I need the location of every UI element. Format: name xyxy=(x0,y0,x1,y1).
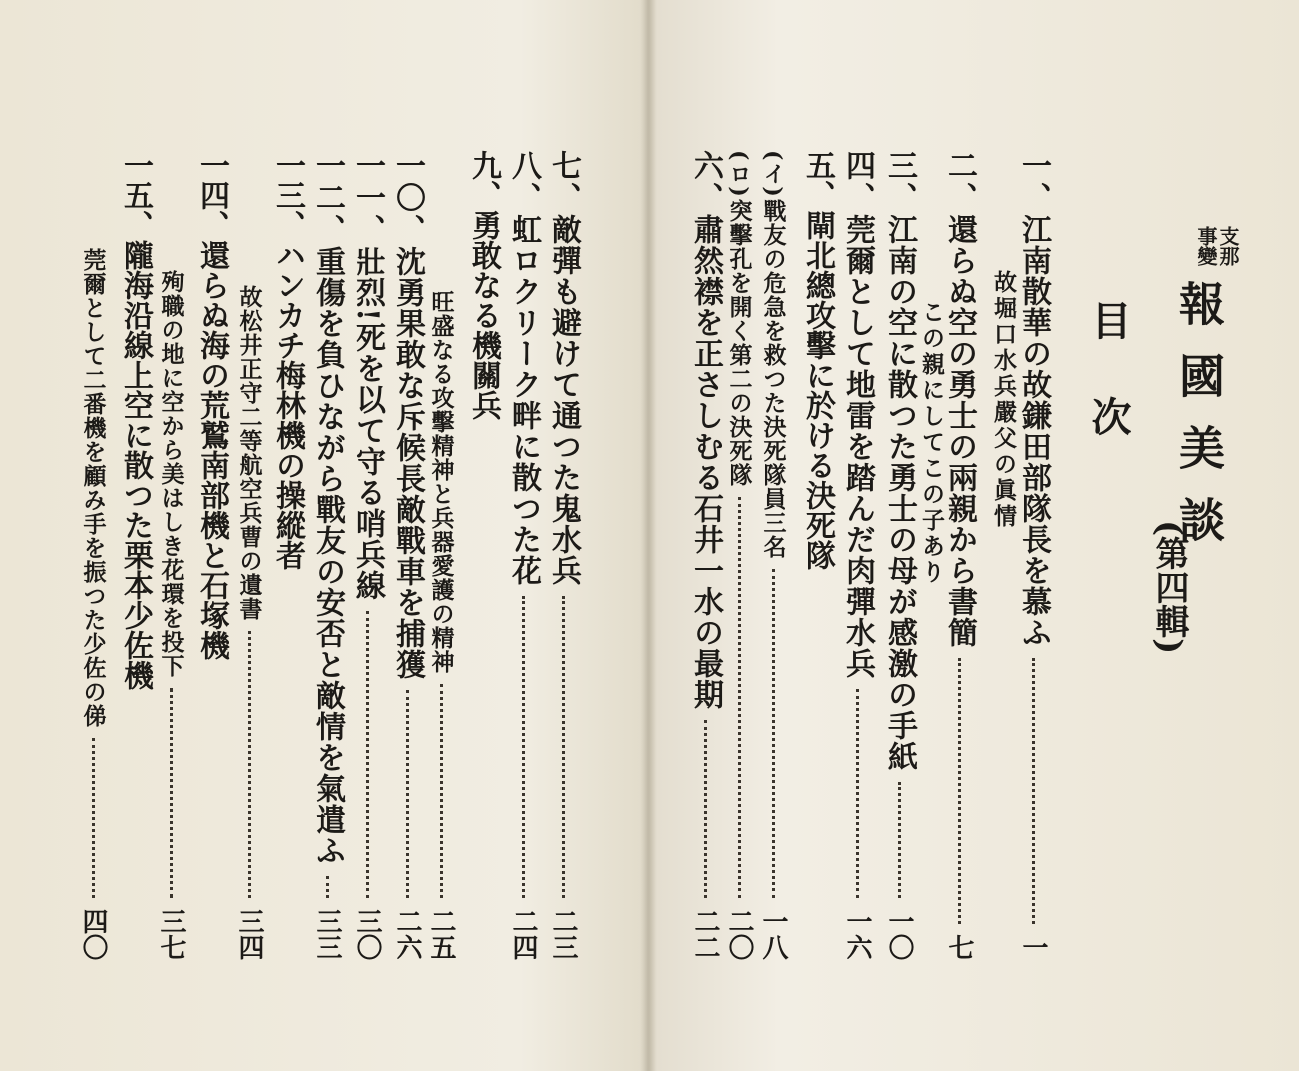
dot-leader xyxy=(562,596,565,898)
dot-leader xyxy=(738,497,741,898)
toc-entry-9[interactable] xyxy=(466,150,501,420)
toc-entry-7[interactable] xyxy=(546,150,581,960)
entry-title: 隴海沿線上空に散つた栗本少佐機 xyxy=(118,240,153,690)
dot-leader xyxy=(248,631,251,898)
entry-page: 三四 xyxy=(234,908,264,960)
toc-subtitle-9[interactable] xyxy=(428,290,454,960)
entry-title: 勇敢なる機關兵 xyxy=(466,210,501,420)
toc-entry-8[interactable] xyxy=(506,150,541,960)
entry-page: 四〇 xyxy=(78,908,108,960)
entry-title: 敵彈も避けて通つた鬼水兵 xyxy=(546,214,581,586)
toc-entry-15[interactable] xyxy=(118,150,153,690)
entry-number: 一〇、 xyxy=(390,150,425,246)
toc-entry-2[interactable] xyxy=(942,150,977,960)
dot-leader xyxy=(522,596,525,898)
dot-leader xyxy=(856,689,859,898)
entry-number: 八、 xyxy=(506,150,541,214)
entry-title: 故松井正守二等航空兵曹の遺書 xyxy=(235,285,263,621)
entry-title: 沈勇果敢な斥候長敵戰車を捕獲 xyxy=(390,246,425,680)
entry-page: 一六 xyxy=(842,908,872,960)
entry-number: 一、 xyxy=(1016,150,1051,214)
entry-page: 二三 xyxy=(548,908,578,960)
entry-number: 三、 xyxy=(882,150,917,214)
entry-page: 三七 xyxy=(156,908,186,960)
entry-number: 五、 xyxy=(800,150,835,210)
toc-entry-5a[interactable] xyxy=(760,150,786,960)
dot-leader xyxy=(704,720,707,898)
series-line-1: 支那 xyxy=(1216,226,1240,266)
entry-page: 二二 xyxy=(690,908,720,960)
entry-title: 江南の空に散つた勇士の母が感激の手紙 xyxy=(882,214,917,772)
toc-entry-4[interactable] xyxy=(840,150,875,960)
entry-title: 江南散華の故鎌田部隊長を慕ふ xyxy=(1016,214,1051,648)
dot-leader xyxy=(898,782,901,898)
dot-leader xyxy=(406,690,409,898)
entry-number: 一三、 xyxy=(270,150,305,240)
entry-page: 一八 xyxy=(758,908,788,960)
entry-title: 突擊孔を開く第二の決死隊 xyxy=(725,198,753,487)
toc-entry-6[interactable] xyxy=(688,150,723,960)
dot-leader xyxy=(92,738,95,898)
entry-number: 四、 xyxy=(840,150,875,214)
entry-title: 還らぬ空の勇士の兩親から書簡 xyxy=(942,214,977,648)
toc-subtitle-1: 故堀口水兵嚴父の眞情 xyxy=(990,270,1017,530)
toc-entry-14[interactable] xyxy=(194,150,229,660)
entry-title: 壯烈!死を以て守る哨兵線 xyxy=(350,246,385,602)
toc-entry-5[interactable] xyxy=(800,150,835,570)
entry-title: 戰友の危急を救つた決死隊員三名 xyxy=(759,198,787,559)
entry-page: 三三 xyxy=(312,908,342,960)
entry-title: 虹ロクリーク畔に散つた花 xyxy=(506,214,541,586)
entry-page: 七 xyxy=(944,934,974,960)
entry-number: 一一、 xyxy=(350,150,385,246)
entry-page: 二四 xyxy=(508,908,538,960)
entry-page: 一 xyxy=(1018,934,1048,960)
series-tag xyxy=(1196,226,1238,266)
entry-number: 一四、 xyxy=(194,150,229,240)
entry-title: 莞爾として地雷を踏んだ肉彈水兵 xyxy=(840,214,875,679)
dot-leader xyxy=(1032,658,1035,924)
entry-number: 二、 xyxy=(942,150,977,214)
entry-number: (ロ) xyxy=(726,150,752,199)
entry-title: 旺盛なる攻擊精神と兵器愛護の精神 xyxy=(427,290,455,674)
contents-label: 目次 xyxy=(1085,300,1132,492)
volume-label: (第四輯) xyxy=(1149,520,1189,655)
toc-subtitle-13[interactable] xyxy=(236,285,262,960)
entry-title: 重傷を負ひながら戰友の安否と敵情を氣遣ふ xyxy=(310,246,345,866)
entry-title: 閘北總攻擊に於ける決死隊 xyxy=(800,210,835,570)
dot-leader xyxy=(326,876,329,898)
entry-number: 九、 xyxy=(466,150,501,210)
toc-entry-3[interactable] xyxy=(882,150,917,960)
dot-leader xyxy=(958,658,961,924)
toc-entry-5b[interactable] xyxy=(726,150,752,960)
entry-number: 一五、 xyxy=(118,150,153,240)
series-line-2: 事變 xyxy=(1194,226,1218,266)
entry-page: 二六 xyxy=(392,908,422,960)
toc-subtitle-14[interactable] xyxy=(158,270,184,960)
toc-entry-11[interactable] xyxy=(350,150,385,960)
toc-entry-13[interactable] xyxy=(270,150,305,570)
entry-page: 二五 xyxy=(426,908,456,960)
dot-leader xyxy=(440,684,443,898)
dot-leader xyxy=(366,611,369,898)
entry-title: 肅然襟を正さしむる石井一水の最期 xyxy=(688,214,723,710)
entry-number: 六、 xyxy=(688,150,723,214)
toc-subtitle-15[interactable] xyxy=(80,248,106,960)
toc-entry-1[interactable] xyxy=(1016,150,1051,960)
entry-number: 七、 xyxy=(546,150,581,214)
entry-page: 一〇 xyxy=(884,908,914,960)
entry-page: 二〇 xyxy=(724,908,754,960)
entry-title: ハンカチ梅林機の操縱者 xyxy=(270,240,305,570)
toc-entry-10[interactable] xyxy=(390,150,425,960)
entry-title: 殉職の地に空から美はしき花環を投下 xyxy=(157,270,185,678)
entry-page: 三〇 xyxy=(352,908,382,960)
dot-leader xyxy=(170,688,173,898)
book-title: 報國美談 xyxy=(1172,280,1226,568)
entry-number: 一二、 xyxy=(310,150,345,246)
toc-entry-12[interactable] xyxy=(310,150,345,960)
book-gutter xyxy=(640,0,656,1071)
entry-title: 還らぬ海の荒鷲南部機と石塚機 xyxy=(194,240,229,660)
entry-title: 莞爾として二番機を顧み手を振つた少佐の俤 xyxy=(79,248,107,728)
entry-number: (イ) xyxy=(760,150,786,199)
toc-subtitle-2: この親にしてこの子あり xyxy=(918,300,945,586)
dot-leader xyxy=(772,569,775,898)
